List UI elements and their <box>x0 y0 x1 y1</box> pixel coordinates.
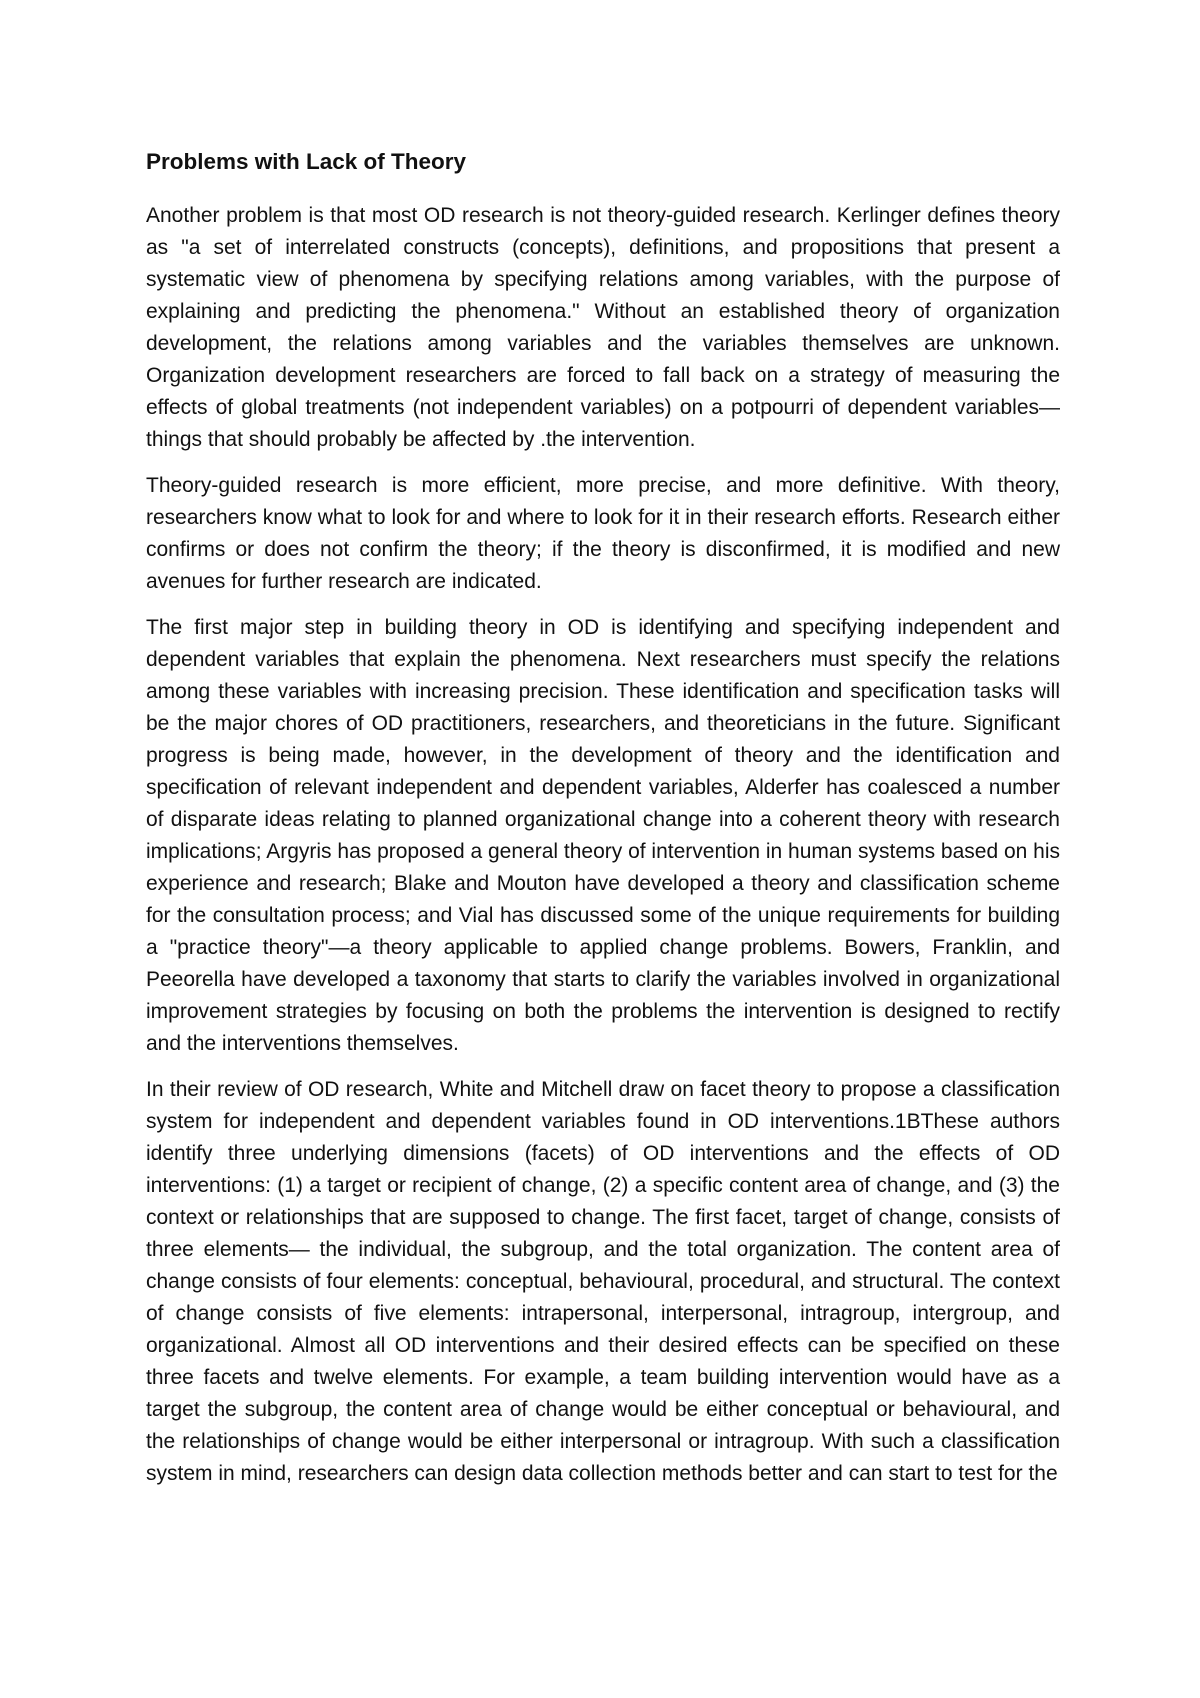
document-page <box>146 146 1060 1504</box>
paragraph-building-theory: The first major step in building theory in OD is identifying and specifying independent and dependent variables that explain the phenomena. Next researchers must specify the relations among these variables with increasing precision. These identification and specification tasks will be the major chores of OD practitioners, researchers, and theoreticians in the future. Significant progress is being made, however, in the development of theory and the identification and specification of relevant independent and dependent variables, Alderfer has coalesced a number of disparate ideas relating to planned organizational change into a coherent theory with research implications; Argyris has proposed a general theory of intervention in human systems based on his experience and research; Blake and Mouton have developed a theory and classification scheme for the consultation process; and Vial has discussed some of the unique requirements for building a "practice theory"—a theory applicable to applied change problems. Bowers, Franklin, and Peeorella have developed a taxonomy that starts to clarify the variables involved in organizational improvement strategies by focusing on both the problems the intervention is designed to rectify and the interventions themselves. <box>146 616 1060 1055</box>
section-heading: Problems with Lack of Theory <box>146 149 467 174</box>
paragraph-facet-theory: In their review of OD research, White and Mitchell draw on facet theory to propose a classification system for independent and dependent variables found in OD interventions.1BThese authors identify three underlying dimensions (facets) of OD interventions and the effects of OD interventions: (1) a target or recipient of change, (2) a specific content area of change, and (3) the context or relationships that are supposed to change. The first facet, target of change, consists of three elements— the individual, the subgroup, and the total organization. The content area of change consists of four elements: conceptual, behavioural, procedural, and structural. The context of change consists of five elements: intrapersonal, interpersonal, intragroup, intergroup, and organizational. Almost all OD interventions and their desired effects can be specified on these three facets and twelve elements. For example, a team building intervention would have as a target the subgroup, the content area of change would be either conceptual or behavioural, and the relationships of change would be either interpersonal or intragroup. With such a classification system in mind, researchers can design data collection methods better and can start to test for the <box>146 1078 1060 1485</box>
paragraph-theory-efficiency: Theory-guided research is more efficient, more precise, and more definitive. With theory, researchers know what to look for and where to look for it in their research efforts. Research either confirms or does not confirm the theory; if the theory is disconfirmed, it is modified and new avenues for further research are indicated. <box>146 474 1060 593</box>
paragraph-theory-guided-research: Another problem is that most OD research is not theory-guided research. Kerlinger defines theory as "a set of interrelated constructs (concepts), definitions, and propositions that present a systematic view of phenomena by specifying relations among variables, with the purpose of explaining and predicting the phenomena." Without an established theory of organization development, the relations among variables and the variables themselves are unknown. Organization development researchers are forced to fall back on a strategy of measuring the effects of global treatments (not independent variables) on a potpourri of dependent variables—things that should probably be affected by .the intervention. <box>146 204 1060 451</box>
